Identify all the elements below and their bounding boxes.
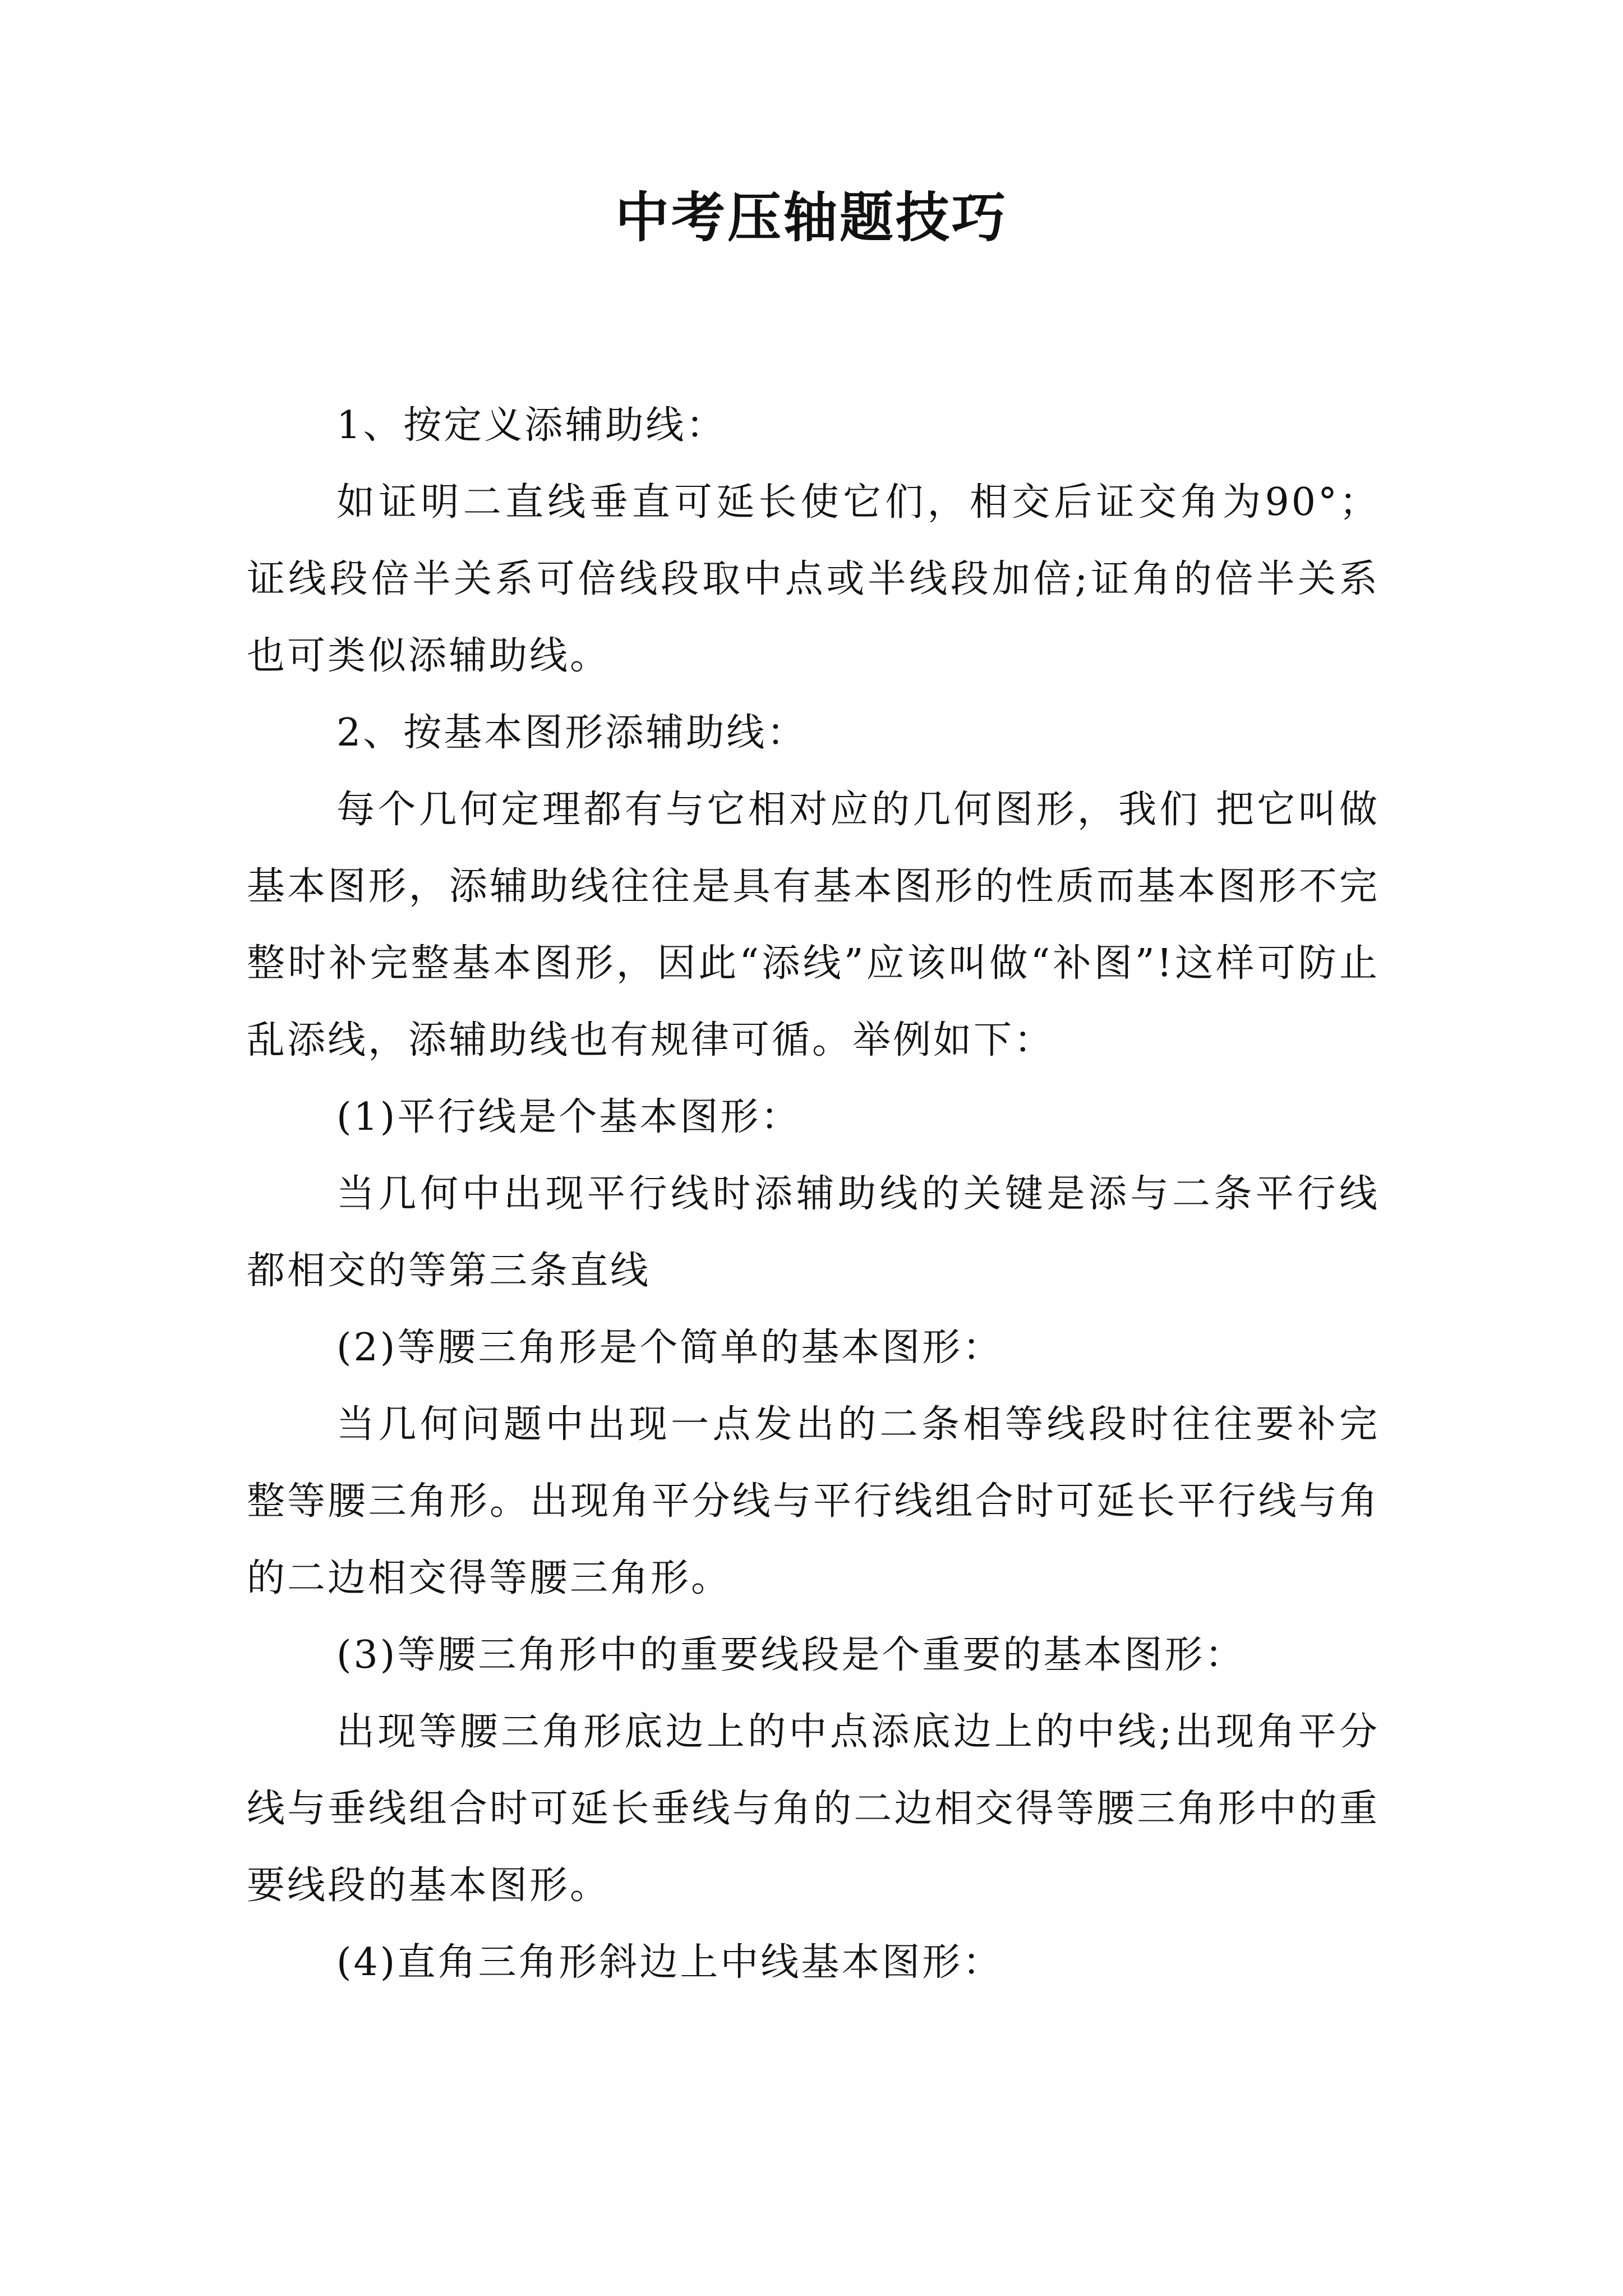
paragraph-8: 当几何问题中出现一点发出的二条相等线段时往往要补完整等腰三角形。出现角平分线与平行线组合时可延长平行线与角的二边相交得等腰三角形。 [247, 1402, 1380, 1600]
paragraph-5: (1)平行线是个基本图形： [336, 1095, 801, 1139]
paragraph-6: 当几何中出现平行线时添辅助线的关键是添与二条平行线都相交的等第三条直线 [247, 1172, 1380, 1293]
paragraph-3: 2、按基本图形添辅助线： [336, 711, 808, 755]
paragraph-9: (3)等腰三角形中的重要线段是个重要的基本图形： [336, 1633, 1246, 1677]
paragraph-1: 1、按定义添辅助线： [336, 403, 727, 448]
paragraph-11: (4)直角三角形斜边上中线基本图形： [336, 1940, 1003, 1985]
paragraph-4: 每个几何定理都有与它相对应的几何图形，我们 把它叫做基本图形，添辅助线往往是具有基本图形的性质而基本图形不完整时补完整基本图形，因此“添线”应该叫做“补图”!这样可防止乱添线，添辅助线也有规律可循。举例如下： [247, 788, 1380, 1062]
paragraph-10: 出现等腰三角形底边上的中点添底边上的中线;出现角平分线与垂线组合时可延长垂线与角的二边相交得等腰三角形中的重要线段的基本图形。 [247, 1710, 1380, 1908]
document-title: 中考压轴题技巧 [615, 186, 1008, 249]
document-body [247, 387, 1380, 2001]
paragraph-7: (2)等腰三角形是个简单的基本图形： [336, 1326, 1003, 1370]
paragraph-2: 如证明二直线垂直可延长使它们，相交后证交角为90°；证线段倍半关系可倍线段取中点或半线段加倍;证角的倍半关系也可类似添辅助线。 [247, 480, 1380, 678]
